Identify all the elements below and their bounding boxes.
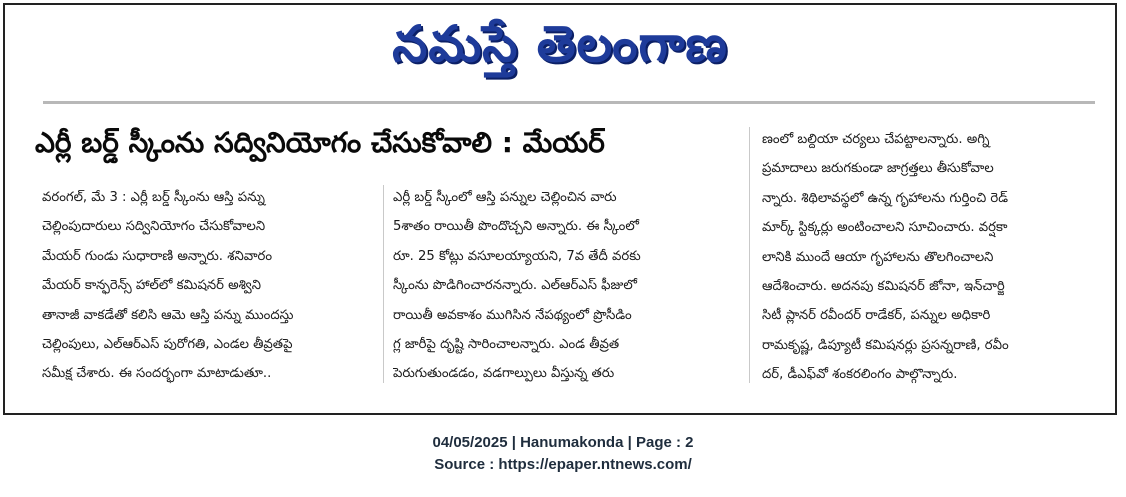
column-line: మేయర్ కాన్ఫరెన్స్ హాల్‌లో కమిషనర్ అశ్విని xyxy=(42,278,261,294)
column-line: గ్ల జారీపై దృష్టి సారించాలన్నారు. ఎండ తీవ్రత xyxy=(393,337,620,353)
edition-info: 04/05/2025 | Hanumakonda | Page : 2 xyxy=(432,434,694,451)
source-link[interactable]: Source : https://epaper.ntnews.com/ xyxy=(434,456,692,473)
column-line: రాయితీ అవకాశం ముగిసిన నేపథ్యంలో ప్రొసీడిం xyxy=(393,307,632,323)
article-column-1 xyxy=(42,183,382,389)
column-divider xyxy=(383,185,384,383)
column-line: వరంగల్, మే 3 : ఎర్లీ బర్డ్ స్కీంను ఆస్తి పన్ను xyxy=(42,190,265,205)
column-line: మేయర్ గుండు సుధారాణి అన్నారు. శనివారం xyxy=(42,248,273,264)
newspaper-masthead: నమస్తే తెలంగాణ xyxy=(392,15,728,73)
article-column-2 xyxy=(393,183,733,389)
column-line: పెరుగుతుండడం, వడగాల్పులు వీస్తున్న తరు xyxy=(393,366,615,382)
column-line: సమీక్ష చేశారు. ఈ సందర్భంగా మాటాడుతూ.. xyxy=(42,366,272,382)
column-line: దర్, డీఎఫ్‌వో శంకరలింగం పాల్గొన్నారు. xyxy=(762,367,958,383)
column-line: సిటీ ప్లానర్ రవీందర్ రాడేకర్, పన్నుల అధికారి xyxy=(762,308,991,324)
column-line: చెల్లింపులు, ఎల్ఆర్ఎస్ పురోగతి, ఎండల తీవ్రతపై xyxy=(42,337,293,353)
column-line: చెల్లింపుదారులు సద్వినియోగం చేసుకోవాలని xyxy=(42,219,266,235)
column-line: రూ. 25 కోట్లు వసూలయ్యాయని, 7వ తేదీ వరకు xyxy=(393,248,641,264)
source-footer xyxy=(0,432,1126,476)
column-line: న్నారు. శిథిలావస్థలో ఉన్న గృహాలను గుర్తించి రెడ్ xyxy=(762,190,1008,206)
newspaper-clipping xyxy=(3,3,1117,415)
column-line: ఎర్లీ బర్డ్ స్కీంలో ఆస్తి పన్నుల చెల్లించిన వారు xyxy=(393,190,617,205)
column-line: తానాజీ వాకడేతో కలిసి ఆమె ఆస్తి పన్ను ముందస్తు xyxy=(42,307,294,323)
column-line: మార్క్ స్టిక్కర్లు అంటించాలని సూచించారు. వర్షకా xyxy=(762,220,1008,236)
column-line: 5శాతం రాయితీ పొందొచ్చని అన్నారు. ఈ స్కీంలో xyxy=(393,219,639,235)
column-line: స్కీంను పొడిగించారనన్నారు. ఎల్ఆర్ఎస్ ఫీజులో xyxy=(393,278,637,294)
masthead-rule xyxy=(43,101,1095,104)
article-headline: ఎర్లీ బర్డ్ స్కీంను సద్వినియోగం చేసుకోవాలి : మేయర్ xyxy=(35,126,605,159)
column-line: ఆదేశించారు. అదనపు కమిషనర్ జోనా, ఇన్‌చార్జి xyxy=(762,279,1005,295)
column-line: రామకృష్ణ, డిప్యూటీ కమిషనర్లు ప్రసన్నరాణి, రవీం xyxy=(762,337,1009,353)
article-column-3 xyxy=(762,125,1107,390)
column-divider xyxy=(749,127,750,383)
column-line: ణంలో బల్దియా చర్యలు చేపట్టాలన్నారు. అగ్ని xyxy=(762,132,990,147)
column-line: లానికి ముందే ఆయా గృహాలను తొలగించాలని xyxy=(762,249,994,265)
column-line: ప్రమాదాలు జరుగకుండా జాగ్రత్తలు తీసుకోవాల xyxy=(762,161,994,177)
